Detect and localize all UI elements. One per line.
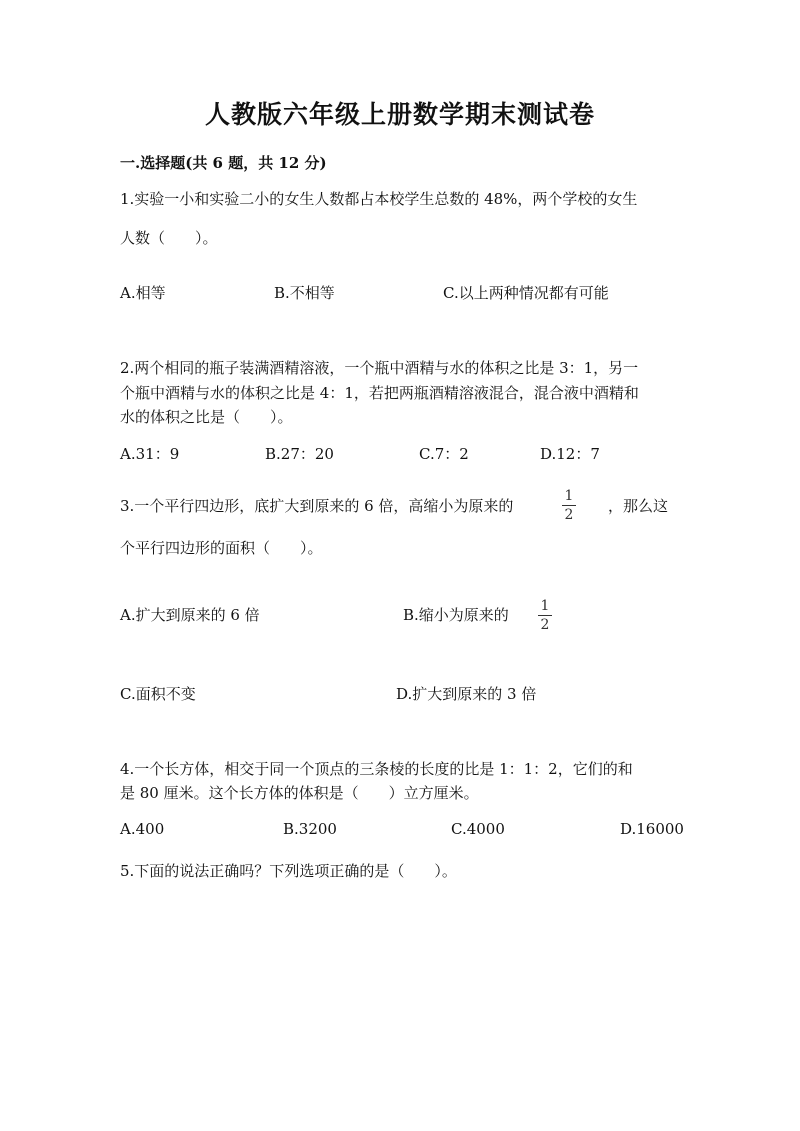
q3-text-line-2: 个平行四边形的面积（ ）。 bbox=[120, 539, 323, 557]
q1-text-line-2: 人数（ ）。 bbox=[120, 229, 218, 247]
fraction-denominator: 2 bbox=[540, 617, 550, 633]
q3-fraction-one-half bbox=[562, 488, 576, 523]
q5-text-line-1: 5.下面的说法正确吗？下列选项正确的是（ ）。 bbox=[120, 862, 457, 880]
fraction-bar bbox=[562, 505, 576, 506]
q2-option-b: B.27：20 bbox=[265, 445, 334, 463]
fraction-numerator: 1 bbox=[564, 488, 574, 504]
q4-option-a: A.400 bbox=[120, 820, 165, 838]
fraction-numerator: 1 bbox=[540, 598, 550, 614]
q3-option-b: B.缩小为原来的 bbox=[403, 606, 509, 624]
q4-text-line-1: 4.一个长方体，相交于同一个顶点的三条棱的长度的比是 1：1：2，它们的和 bbox=[120, 760, 633, 778]
q3-option-d: D.扩大到原来的 3 倍 bbox=[396, 685, 537, 703]
q1-option-c: C.以上两种情况都有可能 bbox=[443, 284, 609, 302]
q3-text-line-1b: ，那么这 bbox=[608, 497, 669, 515]
section-heading: 一.选择题(共 6 题，共 12 分) bbox=[120, 154, 327, 172]
q4-option-d: D.16000 bbox=[620, 820, 684, 838]
fraction-denominator: 2 bbox=[564, 507, 574, 523]
q4-option-b: B.3200 bbox=[283, 820, 337, 838]
q2-option-d: D.12：7 bbox=[540, 445, 600, 463]
fraction-bar bbox=[538, 615, 552, 616]
q4-option-c: C.4000 bbox=[451, 820, 505, 838]
q4-text-line-2: 是 80 厘米。这个长方体的体积是（ ）立方厘米。 bbox=[120, 784, 479, 802]
q3-text-line-1a: 3.一个平行四边形，底扩大到原来的 6 倍，高缩小为原来的 bbox=[120, 497, 514, 515]
q3-option-c: C.面积不变 bbox=[120, 685, 196, 703]
q2-text-line-2: 个瓶中酒精与水的体积之比是 4：1，若把两瓶酒精溶液混合，混合液中酒精和 bbox=[120, 384, 639, 402]
q1-option-b: B.不相等 bbox=[274, 284, 335, 302]
q2-option-a: A.31：9 bbox=[120, 445, 180, 463]
q3-option-a: A.扩大到原来的 6 倍 bbox=[120, 606, 260, 624]
page-title: 人教版六年级上册数学期末测试卷 bbox=[204, 100, 595, 129]
q2-text-line-3: 水的体积之比是（ ）。 bbox=[120, 408, 293, 426]
q2-text-line-1: 2.两个相同的瓶子装满酒精溶液，一个瓶中酒精与水的体积之比是 3：1，另一 bbox=[120, 359, 639, 377]
q1-text-line-1: 1.实验一小和实验二小的女生人数都占本校学生总数的 48%，两个学校的女生 bbox=[120, 190, 638, 208]
q3-option-b-fraction bbox=[538, 598, 552, 633]
q1-option-a: A.相等 bbox=[120, 284, 166, 302]
q2-option-c: C.7：2 bbox=[419, 445, 469, 463]
